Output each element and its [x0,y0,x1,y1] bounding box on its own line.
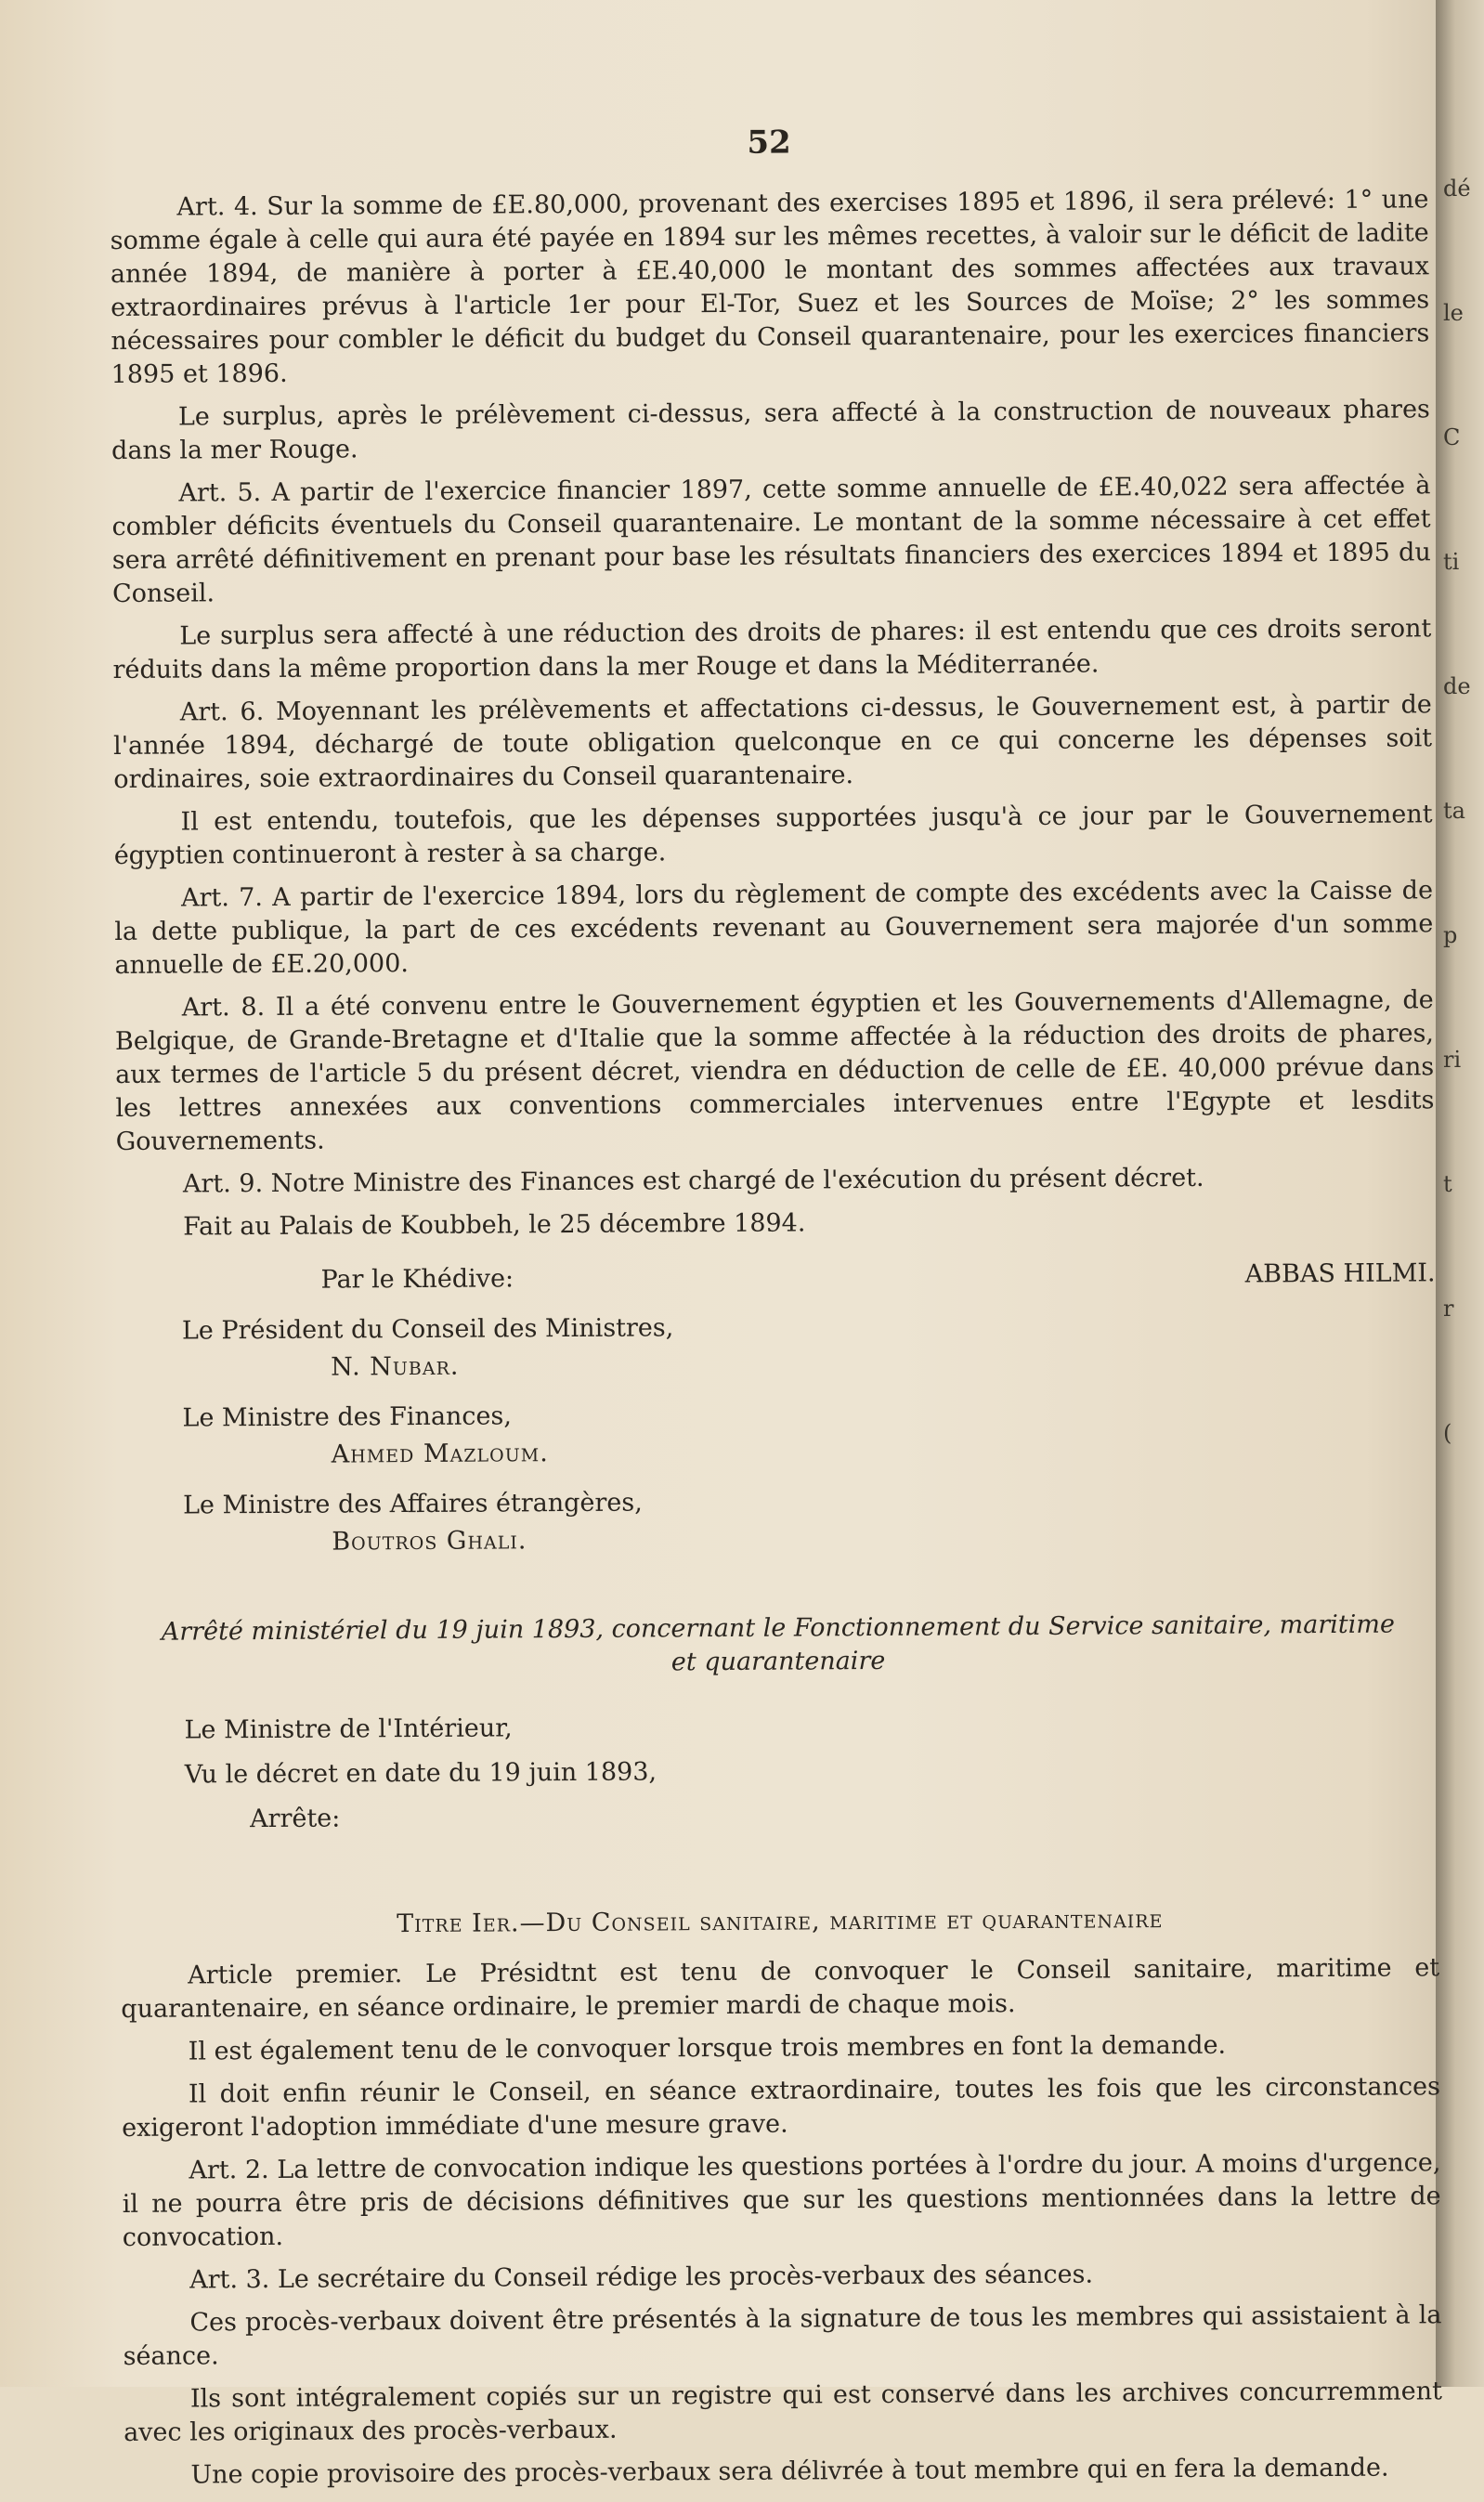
margin-fragment: r [1443,1296,1454,1322]
article-6: Art. 6. Moyennant les prélèvements et affectations ci-dessus, le Gouvernement est, à partir de l'année 1894, déchargé de toute obligation quelconque en ce qui concerne les dépenses soit ordinaires, soie extraordinaires du Conseil quarantenaire. [112,690,1433,794]
margin-fragment: le [1443,300,1464,326]
paragraph: Il doit enfin réunir le Conseil, en séance extraordinaire, toutes les fois que les circonstances exigeront l'adoption immédiate d'une mesure grave. [122,2072,1440,2143]
article-7: Art. 7. A partir de l'exercice 1894, lors du règlement de compte des excédents avec la Caisse de la dette publique, la part de ces excédents revenant au Gouvernement sera majorée d'un somme annuelle de £E.20,000. [114,876,1434,980]
paragraph: Il est également tenu de le convoquer lorsque trois membres en font la demande. [188,2030,1227,2066]
margin-fragment: ti [1443,549,1460,575]
margin-fragment: C [1443,424,1461,450]
article-5: Art. 5. A partir de l'exercice financier 1897, cette somme annuelle de £E.40,022 sera affectée à combler déficits éventuels du Conseil quarantenaire. Le montant de la somme nécessaire à cet effet sera arrêté définitivement en prenant pour base les résultats financiers des exercices 1894 et 1895 du Conseil. [111,471,1431,608]
paragraph: Ces procès-verbaux doivent être présentés à la signature de tous les membres qui assistaient à la séance. [123,2300,1442,2371]
minister-name: Boutros Ghali. [332,1526,527,1557]
section-title: Titre Ier.—Du Conseil sanitaire, maritime et quarantenaire [397,1905,1164,1939]
date-line: Fait au Palais de Koubbeh, le 25 décembre 1894. [183,1208,806,1242]
article-premier: Article premier. Le Présidtnt est tenu de convoquer le Conseil sanitaire, maritime et quarantenaire, en séance ordinaire, le premier mardi de chaque mois. [121,1953,1440,2024]
paragraph: Le surplus, après le prélèvement ci-dessus, sera affecté à la construction de nouveaux phares dans la mer Rouge. [111,395,1430,465]
signature-block [116,1257,1437,1560]
article-8: Art. 8. Il a été convenu entre le Gouvernement égyptien et les Gouvernements d'Allemagne, de Belgique, de Grande-Bretagne et d'Italie que la somme affectée à la réduction des droits de phares, aux termes de l'article 5 du présent décret, viendra en déduction de celle de £E. 40,000 prévue dans les lettres annexées aux conventions commerciales intervenues entre l'Egypte et lesdits Gouvernements. [114,985,1435,1156]
article-3: Art. 3. Le secrétaire du Conseil rédige les procès-verbaux des séances. [189,2260,1094,2295]
paragraph: Il est entendu, toutefois, que les dépenses supportées jusqu'à ce jour par le Gouvernement égyptien continueront à rester à sa charge. [113,800,1433,870]
minister-name: N. Nubar. [331,1351,460,1382]
article-9: Art. 9. Notre Ministre des Finances est chargé de l'exécution du présent décret. [182,1163,1204,1199]
adjacent-page-fragments [1443,176,1480,1545]
paragraph: Le surplus sera affecté à une réduction des droits de phares: il est entendu que ces droits seront réduits dans la même proportion dans la mer Rouge et dans la Méditerranée. [112,614,1432,684]
khedive-name: ABBAS HILMI. [1244,1258,1436,1289]
minister-title: Le Ministre des Finances, [182,1401,513,1433]
minister-name: Ahmed Mazloum. [331,1439,549,1469]
arrete-heading: Arrêté ministériel du 19 juin 1893, concernant le Fonctionnement du Service sanitaire, maritime et quarantenaire [161,1609,1396,1677]
khedive-row [116,1257,1435,1298]
margin-fragment: p [1443,922,1458,948]
margin-fragment: de [1443,673,1471,699]
arrete-vu: Vu le décret en date du 19 juin 1893, [184,1757,657,1790]
margin-fragment: t [1443,1171,1452,1197]
margin-fragment: ta [1443,798,1465,824]
par-le-khedive: Par le Khédive: [320,1264,514,1295]
article-2: Art. 2. La lettre de convocation indique les questions portées à l'ordre du jour. A moins d'urgence, il ne pourra être pris de décisions définitives que sur les questions mentionnées dans la lettre de convocation. [122,2148,1441,2252]
paragraph: Une copie provisoire des procès-verbaux sera délivrée à tout membre qui en fera la demande. [190,2453,1389,2490]
article-4: Art. 4. Sur la somme de £E.80,000, provenant des exercises 1895 et 1896, il sera prélevé: 1° une somme égale à celle qui aura été payée en 1894 sur les mêmes recettes, à valoir sur le déficit de ladite année 1894, de manière à porter à £E.40,000 le montant des sommes affectées aux travaux extraordinaires prévus à l'article 1er pour El-Tor, Suez et les Sources de Moïse; 2° les sommes nécessaires pour combler le déficit du budget du Conseil quarantenaire, pour les exercices financiers 1895 et 1896. [110,185,1430,389]
minister-title: Le Ministre des Affaires étrangères, [182,1488,643,1520]
paragraph: Ils sont intégralement copiés sur un registre qui est conservé dans les archives concurremment avec les originaux des procès-verbaux. [124,2377,1442,2447]
page-number: 52 [747,124,791,162]
margin-fragment: ( [1443,1420,1452,1446]
page-content [110,122,1443,2502]
margin-fragment: ri [1443,1047,1462,1073]
arrete-label: Arrête: [250,1804,341,1834]
margin-fragment: dé [1443,176,1471,202]
minister-title: Le Président du Conseil des Ministres, [181,1313,674,1346]
arrete-minister: Le Ministre de l'Intérieur, [184,1714,513,1745]
